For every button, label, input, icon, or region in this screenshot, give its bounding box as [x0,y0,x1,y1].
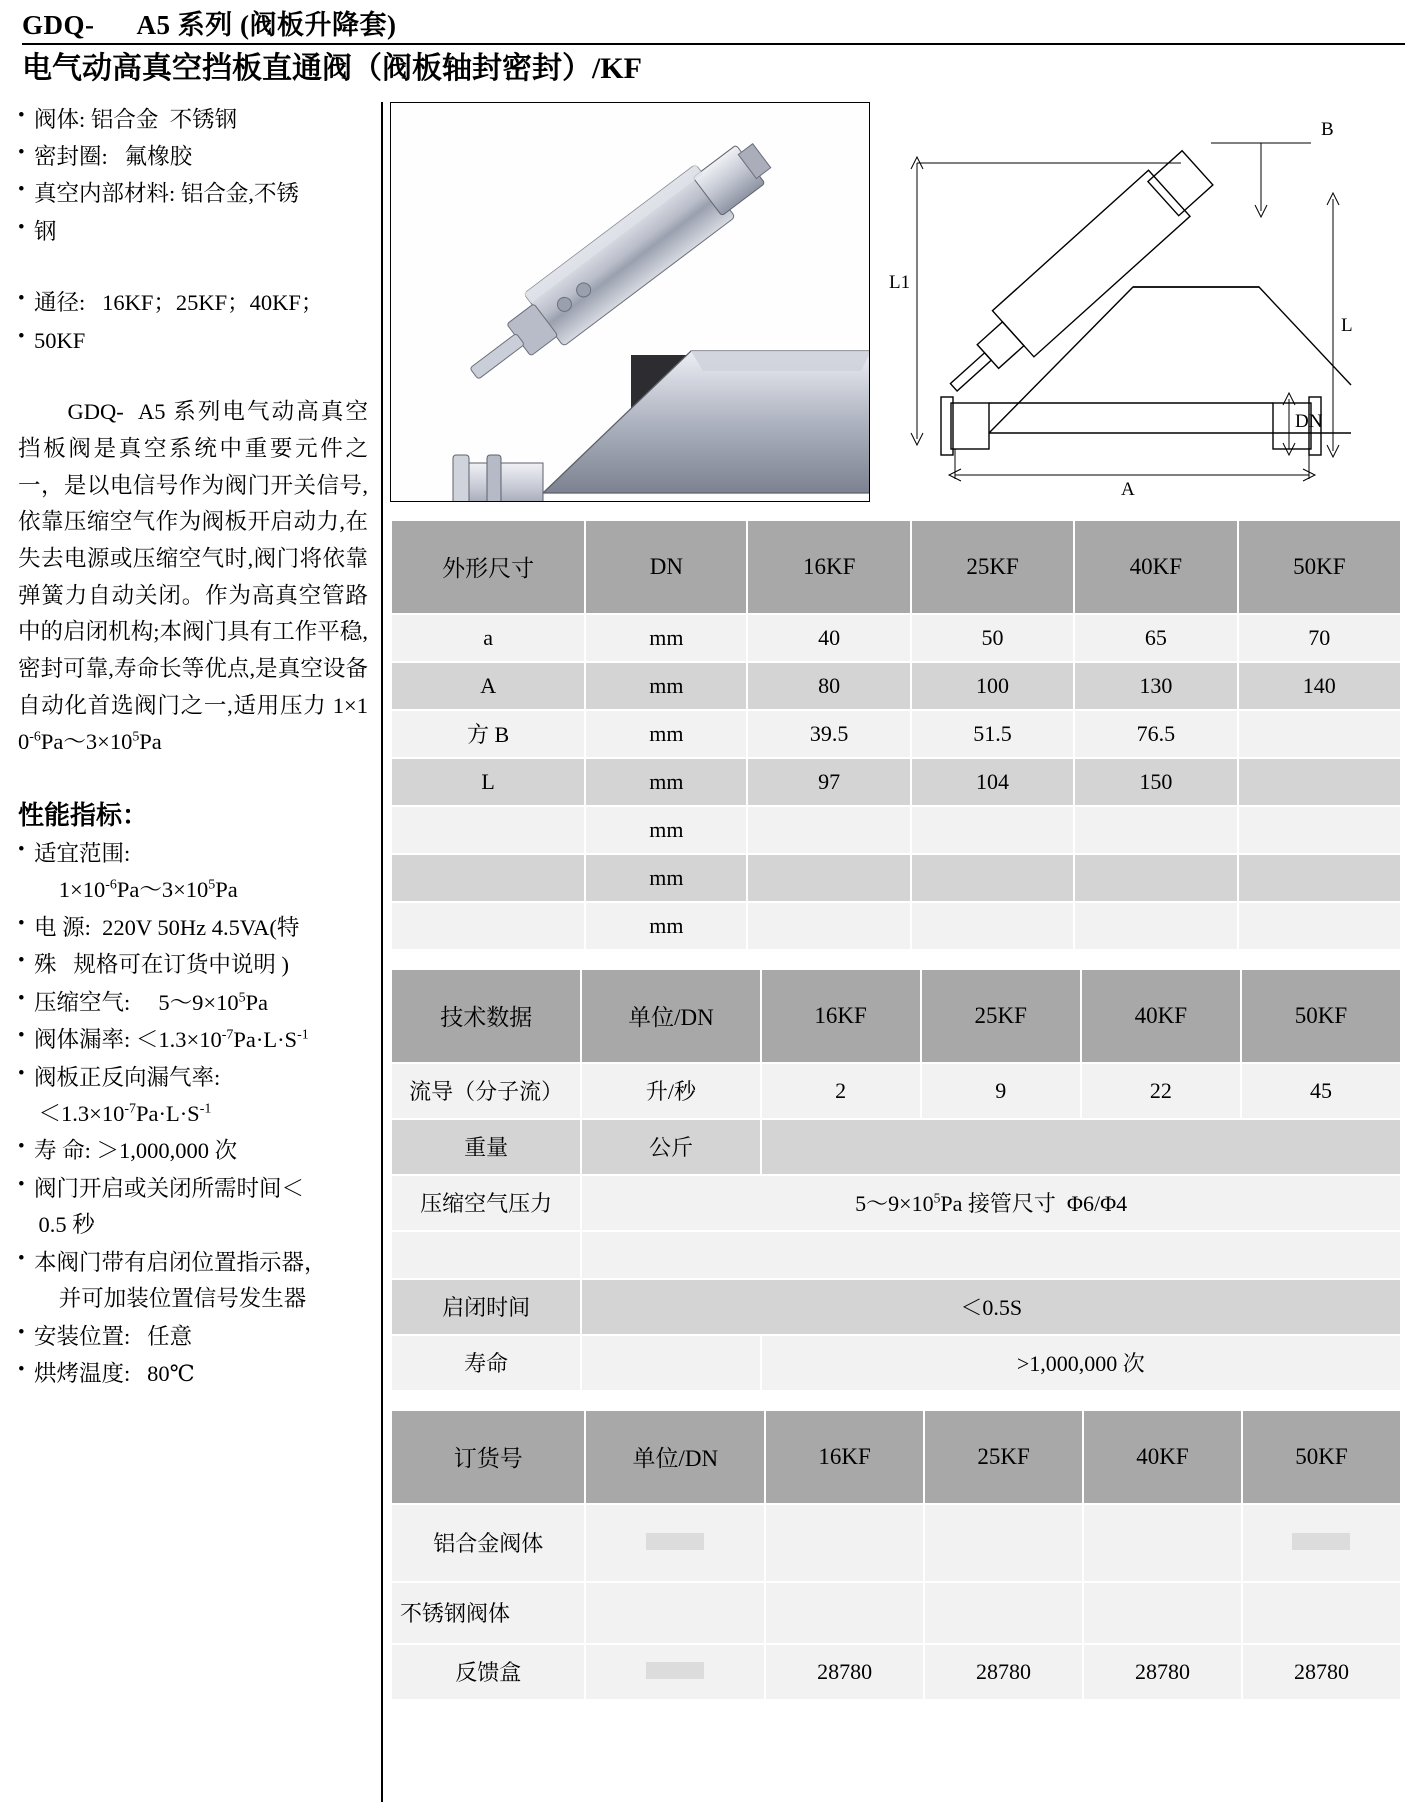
spec-item-bore-cont: • 50KF [18,323,368,359]
bore-spec-list [18,285,368,359]
table-row [392,1064,1400,1118]
valve-photo [390,102,870,502]
order-row-name: 反馈盒 [455,1660,522,1686]
kf-flange-left [453,455,543,501]
spec-item-internal-cont: • 钢 [18,214,368,250]
spacer [18,761,368,795]
label-DN: DN [1295,410,1323,432]
order-cell: 28780 [1135,1658,1190,1684]
dim-cell [912,903,1073,949]
dimensions-table-body [392,521,1400,949]
order-cell [1084,1583,1241,1643]
performance-heading: 性能指标： [18,800,149,831]
tech-merged-value: >1,000,000 次 [1016,1351,1145,1377]
tech-cell: 9 [995,1077,1007,1103]
dim-cell [1075,807,1236,853]
order-row-name: 铝合金阀体 [433,1531,544,1557]
dim-cell [1239,855,1400,901]
technical-table [390,968,1402,1392]
redaction-block [646,1662,704,1679]
label-L1: L1 [889,271,911,293]
order-table [390,1409,1402,1701]
dim-cell: 100 [976,672,1010,698]
tech-merged-value: $5\sim 9\times 10^5Pa$ 接管尺寸 Φ6/Φ4 [855,1190,1128,1217]
order-cell: 28780 [1293,1658,1349,1684]
spacer [18,360,368,394]
order-cell [586,1505,764,1581]
tech-merged-name: 压缩空气压力 [420,1191,553,1217]
tech-header-5: 50KF [1294,1002,1348,1028]
dim-row-name: L [481,768,495,794]
page-header [0,0,1420,88]
table-header-row [392,970,1400,1062]
order-header-5: 50KF [1295,1443,1348,1469]
table-row [392,759,1400,805]
order-table-body [392,1411,1400,1699]
dim-header-5: 50KF [1293,553,1346,579]
dim-cell [748,807,909,853]
dim-header-1: DN [649,553,683,579]
perf-item-power-cont: • 殊 规格可在订货中说明 ) [18,947,368,983]
dim-cell: 51.5 [973,720,1012,746]
redaction-block [1292,1533,1350,1550]
valve-3d-render-icon [391,103,869,501]
column-divider [381,102,383,1802]
spec-item-bore: • 通径: 16KF；25KF；40KF； [18,285,368,321]
tech-cell: 22 [1149,1077,1172,1103]
performance-list [18,836,368,1393]
order-cell: 28780 [817,1658,873,1684]
table-row [392,1280,1400,1334]
table-row [392,855,1400,901]
table-header-row [392,1411,1400,1503]
left-spec-column [18,102,368,1394]
dim-cell: 40 [818,624,841,650]
spec-item-body: • 阀体: 铝合金 不锈钢 [18,102,368,138]
dimensions-table [390,519,1402,951]
order-cell [586,1645,764,1699]
tech-cell: 2 [835,1077,847,1103]
dim-row-name [392,855,584,901]
illustration-row [390,102,1402,502]
dim-cell [1075,903,1236,949]
dim-cell [1075,855,1236,901]
right-column [390,102,1402,1701]
tech-header-1: 单位/DN [628,1005,714,1031]
product-title: 电气动高真空挡板直通阀（阀板轴封密封）/KF [22,52,642,86]
dim-cell [1239,759,1400,805]
tech-header-0: 技术数据 [440,1005,533,1031]
dim-cell: 76.5 [1136,720,1176,746]
dim-row-name [392,807,584,853]
label-B: B [1321,118,1334,140]
technical-table-body [392,970,1400,1390]
order-cell [925,1583,1082,1643]
redaction-block [646,1533,704,1550]
dim-row-unit: mm [649,912,684,938]
order-cell [766,1505,923,1581]
table-row [392,1336,1400,1390]
order-cell [766,1583,923,1643]
dim-row-unit: mm [649,816,684,842]
dim-row-name [392,903,584,949]
perf-item-indicator: • 本阀门带有启闭位置指示器， 并可加装位置信号发生器 [18,1245,368,1318]
spec-item-internal: • 真空内部材料: 铝合金,不锈 [18,176,368,212]
tech-cell: 45 [1309,1077,1332,1103]
order-cell [925,1505,1082,1581]
intro-paragraph: GDQ- A5 系列电气动高真空挡板阀是真空系统中重要元件之一，是以电信号作为阀门开关信号,依靠压缩空气作为阀板开启动力,在失去电源或压缩空气时,阀门将依靠弹簧力自动关闭。作为高真空管路中的启闭机构;本阀门具有工作平稳,密封可靠,寿命长等优点,是真空设备自动化首选阀门之一,适用压力 $1\times 10^{-6}Pa\sim 3\times 10^5Pa$ [18,399,368,755]
dimension-drawing [880,102,1360,502]
dim-row-name: A [480,672,497,698]
table-row [392,1232,1400,1278]
tech-header-4: 40KF [1134,1002,1188,1028]
tech-merged-name: 寿命 [464,1351,509,1377]
tech-merged-name: 启闭时间 [442,1295,531,1321]
spacer [390,502,1402,519]
order-row-name: 不锈钢阀体 [400,1601,511,1627]
order-header-4: 40KF [1136,1443,1189,1469]
order-header-2: 16KF [818,1443,871,1469]
dim-cell [912,807,1073,853]
dim-row-unit: mm [649,864,684,890]
table-header-row [392,521,1400,613]
table-row [392,903,1400,949]
order-header-3: 25KF [977,1443,1030,1469]
table-row [392,1176,1400,1230]
tech-merged-value: ＜0.5S [960,1295,1023,1321]
tech-cell-empty [762,1120,1400,1174]
dim-cell: 104 [976,768,1010,794]
dim-cell: 150 [1139,768,1173,794]
table-row [392,615,1400,661]
dim-cell [748,855,909,901]
dim-cell [1239,711,1400,757]
spec-item-seal: • 密封圈: 氟橡胶 [18,139,368,175]
material-spec-list [18,102,368,251]
spacer [390,951,1402,968]
dim-row-unit: mm [649,624,684,650]
spacer [390,1392,1402,1409]
header-divider [22,43,1405,45]
tech-header-3: 25KF [974,1002,1027,1028]
tech-merged-spacer [582,1336,759,1390]
dim-row-unit: mm [649,768,684,794]
dim-header-3: 25KF [966,553,1019,579]
table-row [392,663,1400,709]
dim-header-4: 40KF [1129,553,1183,579]
valve-dimension-diagram-icon [881,103,1359,501]
label-L: L [1341,314,1353,336]
dim-cell [748,903,909,949]
order-cell [1243,1505,1400,1581]
order-cell [586,1583,764,1643]
order-cell [1243,1583,1400,1643]
order-header-1: 单位/DN [632,1446,719,1472]
dim-cell [912,855,1073,901]
perf-item-plate-leak: • 阀板正反向漏气率: $<1.3\times 10^{-7}Pa\cdot L\cdot S^{-1}$ [18,1060,368,1133]
order-cell [1084,1505,1241,1581]
perf-item-mount: • 安装位置: 任意 [18,1319,368,1355]
table-row [392,1645,1400,1699]
dim-row-unit: mm [649,672,684,698]
perf-item-power: • 电 源: 220V 50Hz 4.5VA(特 [18,910,368,946]
tech-row-name: 重量 [464,1135,509,1161]
tech-row-unit: 升/秒 [645,1079,697,1105]
dim-header-0: 外形尺寸 [442,556,535,582]
order-cell: 28780 [976,1658,1032,1684]
dim-cell: 140 [1302,672,1336,698]
tech-row-name: 流导（分子流） [409,1079,564,1105]
model-title: GDQ- A5 系列 (阀板升降套) [22,10,397,40]
dim-cell: 50 [981,624,1004,650]
perf-item-range: • 适宜范围: $1\times 10^{-6}Pa\sim 3\times 10^5Pa$ [18,836,368,909]
tech-header-2: 16KF [814,1002,867,1028]
order-header-0: 订货号 [453,1446,523,1472]
table-row [392,1583,1400,1643]
perf-item-air: • 压缩空气: $5\sim 9\times 10^5Pa$ [18,985,368,1021]
table-row [392,1505,1400,1581]
tech-merged-value [582,1232,1400,1278]
table-row [392,1120,1400,1174]
dim-cell: 97 [818,768,841,794]
dim-cell: 80 [818,672,841,698]
dim-row-unit: mm [649,720,684,746]
dim-cell: 39.5 [809,720,849,746]
tech-row-unit: 公斤 [648,1135,693,1161]
dim-row-name: a [483,624,494,650]
dim-cell: 130 [1139,672,1173,698]
table-row [392,711,1400,757]
label-A: A [1121,478,1135,500]
dim-cell [1239,903,1400,949]
dim-header-2: 16KF [802,553,856,579]
perf-item-switch-time: • 阀门开启或关闭所需时间＜ 0.5 秒 [18,1171,368,1244]
table-row [392,807,1400,853]
dim-row-name: 方 B [467,722,510,748]
perf-item-bake-temp: • 烘烤温度: 80℃ [18,1356,368,1392]
perf-item-life: • 寿 命: ＞1,000,000 次 [18,1133,368,1169]
dim-cell [1239,807,1400,853]
dim-cell: 70 [1308,624,1331,650]
tech-merged-name [392,1232,580,1278]
dim-cell: 65 [1144,624,1167,650]
perf-item-body-leak: • 阀体漏率: $<1.3\times 10^{-7}Pa\cdot L\cdot S^{-1}$ [18,1022,368,1058]
spacer [18,251,368,285]
